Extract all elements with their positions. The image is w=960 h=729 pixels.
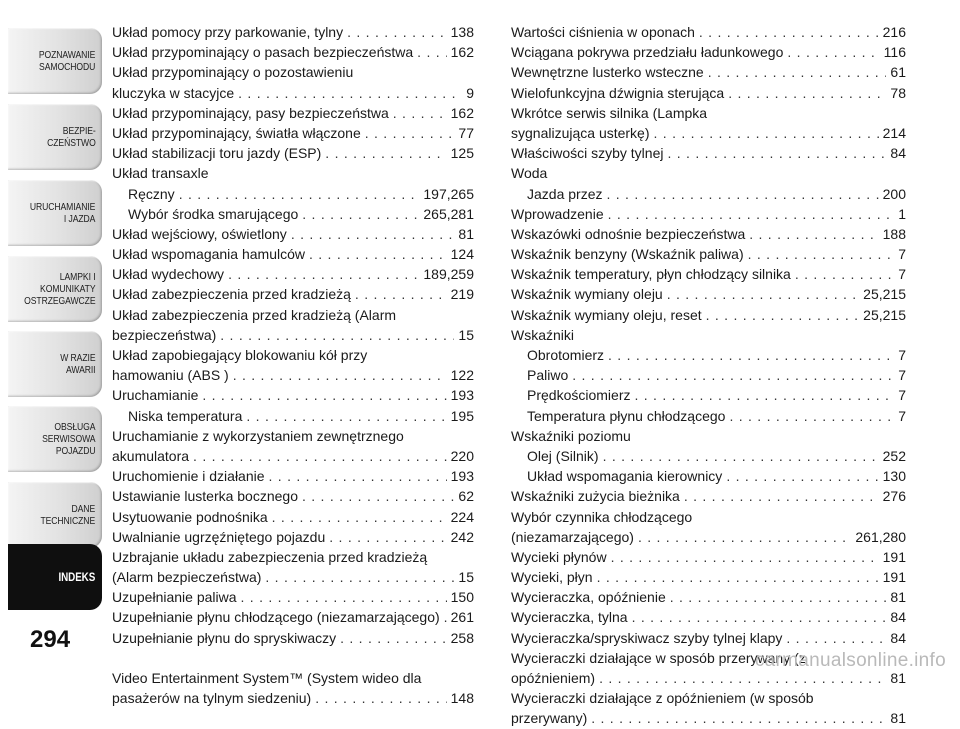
page-ref: 261,280 [855, 528, 906, 545]
page-ref: 84 [890, 609, 906, 626]
entry-text: Wskaźniki zużycia bieżnika [511, 488, 680, 505]
dot-leader [302, 204, 419, 224]
index-heading: Wkrótce serwis silnika (Lampka [511, 104, 708, 121]
dot-leader [241, 587, 447, 607]
index-entry [112, 527, 474, 547]
entry-text: kluczyka w stacyjce [112, 84, 235, 101]
page-ref: 252 [882, 447, 906, 464]
entry-text: hamowaniu (ABS ) [112, 367, 229, 384]
dot-leader [638, 527, 851, 547]
page-ref: 220 [450, 447, 474, 464]
entry-text: bezpieczeństwa) [112, 326, 217, 343]
page-ref: 7 [898, 407, 906, 424]
index-subentry [511, 406, 906, 426]
entry-text: (niezamarzającego) [511, 528, 634, 545]
dot-leader [291, 224, 455, 244]
index-entry [112, 123, 474, 143]
page-ref: 276 [882, 488, 906, 505]
dot-leader [684, 486, 879, 506]
index-entry [511, 547, 906, 567]
index-subentry [511, 365, 906, 385]
page-ref: 224 [450, 508, 474, 525]
index-entry [511, 486, 906, 506]
index-entry [112, 385, 474, 405]
dot-leader [233, 365, 447, 385]
entry-text: Układ zabezpieczenia przed kradzieżą [112, 286, 351, 303]
page-ref: 193 [450, 387, 474, 404]
index-heading: Układ przypominający o pozostawieniu [112, 64, 354, 81]
index-entry [112, 607, 474, 627]
index-entry [112, 628, 474, 648]
index-subentry [112, 184, 474, 204]
entry-text: Układ pomocy przy parkowanie, tylny [112, 24, 344, 40]
index-heading: Uzbrajanie układu zabezpieczenia przed kradzieżą [112, 548, 428, 565]
page-ref: 162 [450, 104, 474, 121]
entry-text: opóźnieniem) [511, 670, 596, 686]
dot-leader [597, 567, 879, 587]
dot-leader [706, 305, 860, 325]
tab-label: POZNAWANIE SAMOCHODU [39, 49, 96, 73]
index-column-left [112, 22, 474, 708]
entry-text: Temperatura płynu chłodzącego [527, 407, 726, 424]
dot-leader [265, 567, 454, 587]
page-ref: 25,215 [863, 286, 906, 303]
dot-leader [608, 204, 895, 224]
index-column-right [511, 22, 906, 729]
entry-text: Układ stabilizacji toru jazdy (ESP) [112, 145, 322, 162]
page-ref: 188 [882, 225, 906, 242]
page-ref: 15 [458, 569, 474, 586]
page-ref: 15 [458, 326, 474, 343]
entry-text: (Alarm bezpieczeństwa) [112, 569, 262, 586]
entry-text: Obrotomierz [527, 347, 605, 363]
tab-indeks[interactable] [8, 544, 102, 610]
index-entry [511, 204, 906, 224]
dot-leader [315, 688, 446, 708]
tab-label: URUCHAMIANIE I JAZDA [29, 201, 96, 225]
page-ref: 9 [466, 84, 474, 101]
entry-text: Wciągana pokrywa przedziału ładunkowego [511, 44, 784, 61]
page-ref: 61 [890, 64, 906, 81]
index-heading: Układ transaxle [112, 165, 209, 182]
dot-leader [417, 42, 446, 62]
dot-leader [365, 123, 455, 143]
tab-uruchamianie-i-jazda[interactable] [8, 180, 102, 246]
dot-leader [238, 83, 462, 103]
entry-text: sygnalizująca usterkę) [511, 124, 650, 141]
index-subentry [511, 345, 906, 365]
entry-text: Usytuowanie podnośnika [112, 508, 268, 525]
index-entry [112, 224, 474, 244]
tab-w-razie-awarii[interactable] [8, 331, 102, 397]
index-entry [112, 103, 474, 123]
entry-text: Wskazówki odnośnie bezpieczeństwa [511, 225, 746, 242]
dot-leader [179, 184, 420, 204]
page-ref: 77 [458, 124, 474, 141]
dot-leader [325, 143, 446, 163]
entry-text: Wskaźnik benzyny (Wskaźnik paliwa) [511, 246, 744, 263]
entry-text: Wycieki płynów [511, 548, 607, 565]
entry-text: Ustawianie lusterka bocznego [112, 488, 298, 505]
dot-leader [795, 264, 894, 284]
tab-label: INDEKS [58, 570, 96, 584]
index-heading: Wskaźniki poziomu [511, 427, 631, 444]
dot-leader [591, 708, 886, 728]
page-ref: 7 [898, 266, 906, 283]
tab-label: LAMPKI I KOMUNIKATY OSTRZEGAWCZE [24, 271, 96, 307]
entry-text: Układ wspomagania hamulców [112, 246, 305, 263]
dot-leader [444, 607, 447, 627]
page-ref: 62 [458, 488, 474, 505]
entry-text: Wskaźnik wymiany oleju [511, 286, 663, 303]
page-ref: 189,259 [423, 266, 474, 283]
entry-text: Wielofunkcyjna dźwignia sterująca [511, 84, 725, 101]
tab-label: DANE TECHNICZNE [40, 503, 96, 527]
entry-text: Wskaźnik wymiany oleju, reset [511, 306, 702, 323]
page-ref: 195 [450, 407, 474, 424]
page-ref: 7 [898, 246, 906, 263]
index-entry [112, 587, 474, 607]
dot-leader [393, 103, 447, 123]
page-ref: 84 [890, 145, 906, 162]
index-entry [511, 264, 906, 284]
index-entry [112, 83, 474, 103]
page-ref: 124 [450, 246, 474, 263]
tab-dane-techniczne[interactable] [8, 482, 102, 548]
entry-text: przerywany) [511, 710, 588, 727]
index-subentry [112, 204, 474, 224]
dot-leader [302, 486, 454, 506]
page-ref: 242 [450, 528, 474, 545]
dot-leader [606, 184, 878, 204]
dot-leader [726, 466, 878, 486]
index-entry [511, 587, 906, 607]
index-entry [112, 264, 474, 284]
page-ref: 84 [890, 629, 906, 646]
page-ref: 193 [450, 468, 474, 485]
tab-label: BEZPIE- CZEŃSTWO [46, 125, 96, 149]
dot-leader [340, 628, 447, 648]
page-ref: 214 [882, 124, 906, 141]
page-ref: 216 [882, 24, 906, 40]
page-ref: 7 [898, 367, 906, 384]
page-ref: 148 [450, 690, 474, 707]
entry-text: Olej (Silnik) [527, 447, 599, 464]
index-entry [112, 567, 474, 587]
index-heading: Video Entertainment System™ (System wideo dla [112, 670, 422, 686]
index-heading: Wybór czynnika chłodzącego [511, 508, 693, 525]
index-heading: Wskaźniki [511, 326, 575, 343]
dot-leader [667, 143, 886, 163]
entry-text: Wycieraczka, tylna [511, 609, 628, 626]
entry-text: Układ przypominający, światła włączone [112, 124, 361, 141]
entry-text: Uruchomienie i działanie [112, 468, 265, 485]
entry-text: Uwalnianie ugrzęźniętego pojazdu [112, 528, 326, 545]
index-entry [112, 244, 474, 264]
index-heading: Układ zabezpieczenia przed kradzieżą (Alarm [112, 306, 397, 323]
dot-leader [787, 42, 879, 62]
index-entry [511, 708, 906, 728]
dot-leader [611, 547, 879, 567]
index-entry [112, 284, 474, 304]
page-ref: 7 [898, 347, 906, 363]
index-entry [511, 123, 906, 143]
index-entry [511, 628, 906, 648]
tab-bezpieczenstwo[interactable] [8, 104, 102, 170]
index-entry [112, 688, 474, 708]
entry-text: Układ wejściowy, oświetlony [112, 225, 287, 242]
page-ref: 130 [882, 468, 906, 485]
dot-leader [667, 284, 859, 304]
dot-leader [634, 385, 894, 405]
entry-text: Wskaźnik temperatury, płyn chłodzący silnika [511, 266, 791, 283]
index-subentry [511, 184, 906, 204]
dot-leader [272, 507, 447, 527]
page-ref: 162 [450, 44, 474, 61]
index-heading: Uruchamianie z wykorzystaniem zewnętrznego [112, 427, 404, 444]
dot-leader [708, 62, 887, 82]
page-ref: 200 [882, 185, 906, 202]
index-entry [112, 143, 474, 163]
index-entry [511, 527, 906, 547]
index-heading: Woda [511, 165, 548, 182]
dot-leader [608, 345, 894, 365]
tab-label: OBSŁUGA SERWISOWA POJAZDU [42, 421, 96, 457]
page-ref: 191 [882, 548, 906, 565]
page-ref: 197,265 [423, 185, 474, 202]
entry-text: Wybór środka smarującego [128, 205, 299, 222]
index-entry [511, 284, 906, 304]
entry-text: Wprowadzenie [511, 205, 604, 222]
dot-leader [654, 123, 879, 143]
spacer [112, 648, 474, 668]
tab-lampki-i-komunikaty[interactable] [8, 256, 102, 322]
index-entry [511, 22, 906, 42]
page-ref: 78 [890, 84, 906, 101]
entry-text: Jazda przez [527, 185, 603, 202]
entry-text: Uzupełnianie płynu chłodzącego (niezamarzającego) [112, 609, 440, 626]
index-heading: Układ zapobiegający blokowaniu kół przy [112, 347, 368, 363]
index-entry [511, 224, 906, 244]
index-heading: Wycieraczki działające z opóźnieniem (w sposób [511, 690, 814, 707]
page-ref: 81 [890, 670, 906, 686]
index-entry [511, 62, 906, 82]
dot-leader [748, 244, 895, 264]
index-entry [112, 507, 474, 527]
dot-leader [329, 527, 446, 547]
entry-text: Wewnętrzne lusterko wsteczne [511, 64, 704, 81]
entry-text: Prędkościomierz [527, 387, 631, 404]
index-entry [112, 365, 474, 385]
entry-text: pasażerów na tylnym siedzeniu) [112, 690, 312, 707]
entry-text: Wycieraczka/spryskiwacz szyby tylnej klapy [511, 629, 783, 646]
page-ref: 219 [450, 286, 474, 303]
index-entry [112, 466, 474, 486]
entry-text: akumulatora [112, 447, 190, 464]
page-ref: 150 [450, 589, 474, 606]
index-entry [112, 22, 474, 42]
index-entry [511, 42, 906, 62]
entry-text: Układ wspomagania kierownicy [527, 468, 723, 485]
page-ref: 122 [450, 367, 474, 384]
index-entry [511, 305, 906, 325]
index-entry [112, 42, 474, 62]
entry-text: Uzupełnianie paliwa [112, 589, 237, 606]
entry-text: Wycieraczka, opóźnienie [511, 589, 666, 606]
tab-label: W RAZIE AWARII [60, 352, 96, 376]
page-ref: 81 [890, 710, 906, 727]
index-subentry [511, 446, 906, 466]
dot-leader [699, 22, 879, 42]
entry-text: Uruchamianie [112, 387, 199, 404]
dot-leader [632, 607, 887, 627]
index-entry [112, 325, 474, 345]
entry-text: Uzupełnianie płynu do spryskiwaczy [112, 629, 337, 646]
entry-text: Ręczny [128, 185, 175, 202]
entry-text: Układ wydechowy [112, 266, 225, 283]
page-ref: 81 [458, 225, 474, 242]
index-entry [112, 486, 474, 506]
index-subentry [511, 466, 906, 486]
dot-leader [228, 264, 419, 284]
index-subentry [511, 385, 906, 405]
index-entry [511, 244, 906, 264]
entry-text: Układ przypominający o pasach bezpieczeństwa [112, 44, 414, 61]
tab-obsluga-serwisowa[interactable] [8, 406, 102, 472]
dot-leader [572, 365, 894, 385]
index-entry [511, 567, 906, 587]
dot-leader [728, 83, 886, 103]
tab-poznawanie-samochodu[interactable] [8, 28, 102, 94]
dot-leader [749, 224, 878, 244]
dot-leader [603, 446, 879, 466]
page-ref: 265,281 [423, 205, 474, 222]
dot-leader [220, 325, 454, 345]
dot-leader [193, 446, 447, 466]
dot-leader [202, 385, 446, 405]
dot-leader [347, 22, 447, 42]
dot-leader [355, 284, 447, 304]
dot-leader [246, 406, 446, 426]
index-heading: Wycieraczki działające w sposób przerywany (z [511, 649, 806, 666]
dot-leader [729, 406, 894, 426]
entry-text: Właściwości szyby tylnej [511, 145, 664, 162]
index-subentry [112, 406, 474, 426]
entry-text: Paliwo [527, 367, 569, 384]
page-ref: 191 [882, 569, 906, 586]
dot-leader [309, 244, 447, 264]
entry-text: Układ przypominający, pasy bezpieczeństwa [112, 104, 389, 121]
chapter-tabs [0, 0, 108, 678]
page-ref: 125 [450, 145, 474, 162]
dot-leader [269, 466, 447, 486]
watermark: carmanualsonline.info [754, 650, 946, 671]
page-number: 294 [30, 626, 71, 653]
page-ref: 138 [450, 24, 474, 40]
page-ref: 261 [450, 609, 474, 626]
page-ref: 116 [883, 44, 906, 61]
page-ref: 7 [898, 387, 906, 404]
index-entry [511, 143, 906, 163]
entry-text: Wartości ciśnienia w oponach [511, 24, 695, 40]
entry-text: Niska temperatura [128, 407, 243, 424]
page-ref: 25,215 [863, 306, 906, 323]
entry-text: Wycieki, płyn [511, 569, 593, 586]
index-entry [511, 83, 906, 103]
index-entry [112, 446, 474, 466]
page-ref: 81 [890, 589, 906, 606]
dot-leader [786, 628, 886, 648]
page-ref: 1 [898, 205, 906, 222]
dot-leader [670, 587, 887, 607]
page-ref: 258 [450, 629, 474, 646]
index-entry [511, 607, 906, 627]
